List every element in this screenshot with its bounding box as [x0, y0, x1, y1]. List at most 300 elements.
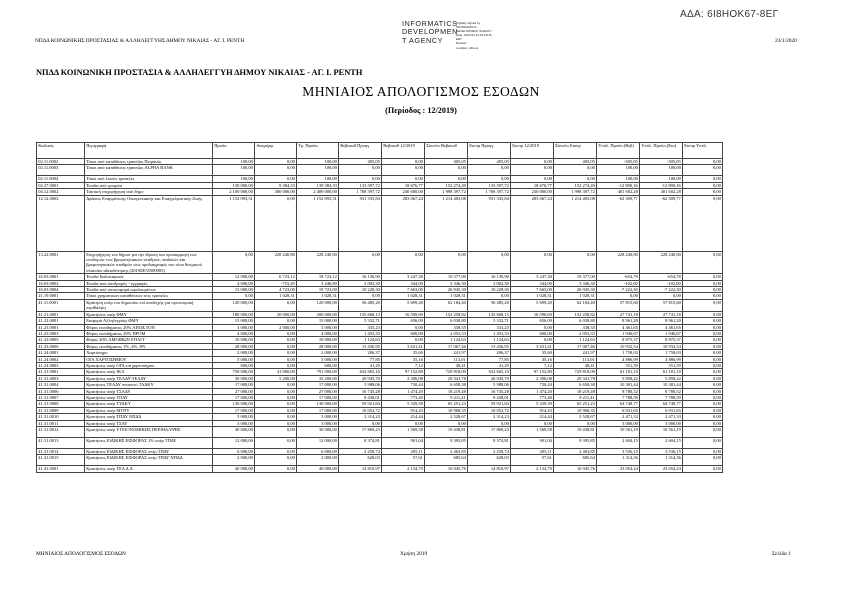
row-value-cell: 405,05	[339, 159, 382, 165]
column-header: Σύνολο Βεβαιωθ	[425, 143, 468, 159]
column-header: Τρ. Προϋπ.	[297, 143, 339, 159]
row-value-cell: 16 130,90	[339, 274, 382, 280]
row-value-cell: 62 184,40	[554, 299, 597, 311]
row-value-cell: 228 240,80	[297, 251, 339, 274]
row-value-cell: 100,00	[640, 176, 683, 182]
row-value-cell: 152 258,82	[425, 311, 468, 317]
row-value-cell: 10 000,00	[297, 337, 339, 343]
row-value-cell: 7,12	[511, 362, 554, 368]
row-value-cell: 10 052,72	[468, 407, 511, 413]
row-value-cell: -102,00	[597, 280, 640, 286]
row-value-cell: 17 000,00	[213, 382, 255, 388]
row-value-cell: 5 000,00	[297, 324, 339, 330]
row-value-cell: 0,00	[683, 324, 723, 330]
row-value-cell: 9 211,41	[425, 394, 468, 400]
row-value-cell: 405,05	[554, 159, 597, 165]
row-value-cell: 2 463,85	[554, 449, 597, 455]
row-value-cell: 5 332,71	[339, 318, 382, 324]
row-value-cell: 1 768 397,72	[339, 189, 382, 195]
row-value-cell: 2 258,74	[339, 449, 382, 455]
row-code-cell: 12.12.0002	[37, 195, 85, 251]
row-description-cell: Τακτική επιχορήγηση από δήμο	[85, 189, 213, 195]
column-header: Εισπρ Προηγ	[468, 143, 511, 159]
row-value-cell: 5 332,71	[468, 318, 511, 324]
row-value-cell: 0,00	[468, 165, 511, 176]
row-value-cell: 9 384,33	[255, 182, 297, 188]
row-value-cell: 10 000,00	[213, 337, 255, 343]
row-value-cell: 0,00	[382, 165, 425, 176]
row-value-cell: 1 124,63	[554, 337, 597, 343]
row-value-cell: -62 309,77	[597, 195, 640, 251]
row-value-cell: -12 890,16	[640, 182, 683, 188]
row-value-cell: 2 463,85	[425, 449, 468, 455]
row-value-cell: 16 590,69	[382, 311, 425, 317]
row-value-cell: 1 028,31	[297, 293, 339, 299]
row-code-cell: 02.11.0003	[37, 165, 85, 176]
row-value-cell: 1 124,63	[339, 337, 382, 343]
row-value-cell: 228 240,80	[255, 251, 297, 274]
row-description-cell: Κρατήσεις υπέρ ΥΓΕΙΟΝΟΜΙΚΗΣ ΠΕΡΙΘΑΛΨΗΣ	[85, 427, 213, 438]
row-code-cell: 41.31.0001	[37, 369, 85, 375]
row-value-cell: 2 314,23	[339, 414, 382, 420]
row-value-cell: 0,00	[339, 251, 382, 274]
row-value-cell: 1 998 397,72	[554, 189, 597, 195]
row-value-cell: 0,00	[683, 414, 723, 420]
column-header: Βεβαιωθ 12/2019	[382, 143, 425, 159]
row-value-cell: 13 436,95	[468, 343, 511, 349]
row-value-cell: 791 000,00	[297, 369, 339, 375]
row-code-cell: 41.11.0001	[37, 299, 85, 311]
table-row	[37, 466, 723, 472]
row-value-cell: 0,00	[255, 420, 297, 426]
row-value-cell: 13 436,95	[339, 343, 382, 349]
row-value-cell: 730,44	[382, 382, 425, 388]
row-description-cell: Κρατήσεις υπέρ ΤΣΑΥ	[85, 420, 213, 426]
row-code-cell: 02.11.0004	[37, 176, 85, 182]
row-value-cell: 18 219,48	[554, 388, 597, 394]
row-value-cell: 16 745,28	[339, 388, 382, 394]
row-value-cell: 1 028,31	[382, 293, 425, 299]
row-value-cell: 35,16	[511, 356, 554, 362]
row-value-cell: 8 961,20	[597, 318, 640, 324]
row-value-cell: 0,00	[683, 280, 723, 286]
row-value-cell: 0,00	[683, 356, 723, 362]
row-value-cell: 2 053,33	[554, 330, 597, 336]
signature-line: DEVELOPMENT AGENCY	[456, 29, 492, 34]
row-value-cell: 0,00	[683, 287, 723, 293]
row-value-cell: 1 758,03	[640, 350, 683, 356]
row-value-cell: 0,00	[511, 324, 554, 330]
row-value-cell: 632 665,10	[468, 369, 511, 375]
row-value-cell: 1 474,20	[511, 388, 554, 394]
row-value-cell: 65 251,23	[425, 401, 468, 407]
row-value-cell: 656,09	[511, 318, 554, 324]
row-value-cell: 133 597,72	[339, 182, 382, 188]
row-value-cell: 41,29	[339, 362, 382, 368]
row-code-cell: 41.31.0011	[37, 420, 85, 426]
row-value-cell: 26 945,70	[339, 375, 382, 381]
table-row	[37, 195, 723, 251]
row-value-cell: 1 569,58	[511, 427, 554, 438]
row-value-cell: 12 000,00	[213, 438, 255, 449]
row-value-cell: 64 748,77	[640, 401, 683, 407]
row-value-cell: 27 741,18	[640, 311, 683, 317]
column-header: Βεβαιωθ Προηγ	[339, 143, 382, 159]
row-value-cell: 5 699,20	[511, 299, 554, 311]
row-value-cell: 10 932,54	[597, 343, 640, 349]
row-description-cell: Τόκοι χρηματικών καταθέσεων στις τραπεζες	[85, 293, 213, 299]
row-value-cell: 100,00	[213, 165, 255, 176]
row-value-cell: 10 561,19	[640, 427, 683, 438]
row-value-cell: 2 604,15	[640, 438, 683, 449]
row-code-cell: 41.23.0001	[37, 324, 85, 330]
row-value-cell: 14 810,97	[339, 466, 382, 472]
row-value-cell: 0,00	[382, 176, 425, 182]
row-value-cell: 17 000,00	[213, 407, 255, 413]
table-row	[37, 427, 723, 438]
row-value-cell: 1 946,67	[640, 330, 683, 336]
row-value-cell: 17 000,00	[297, 382, 339, 388]
row-value-cell: 0,00	[339, 176, 382, 182]
row-value-cell: 77,85	[339, 356, 382, 362]
row-value-cell: 405,05	[425, 159, 468, 165]
row-value-cell: -305,05	[640, 159, 683, 165]
row-value-cell: 16 590,69	[511, 311, 554, 317]
row-description-cell: Κρατήσεις υπέρ ΤΕΑ Δ.Δ	[85, 466, 213, 472]
row-value-cell: 0,00	[683, 350, 723, 356]
row-code-cell: 41.22.0001	[37, 318, 85, 324]
row-value-cell: 26 945,70	[468, 375, 511, 381]
row-code-cell: 41.23.0006	[37, 343, 85, 349]
row-value-cell: 18 219,48	[425, 388, 468, 394]
row-value-cell: 628,03	[468, 455, 511, 466]
row-value-cell: 2 258,74	[468, 449, 511, 455]
row-value-cell: 600,00	[511, 330, 554, 336]
row-value-cell: 1 124,63	[468, 337, 511, 343]
row-description-cell: Κρατήσεις υπέρ ΤΣΑΔΥ	[85, 388, 213, 394]
row-value-cell: 62 184,40	[425, 299, 468, 311]
row-value-cell: 0,00	[339, 293, 382, 299]
row-description-cell: Επιχορήγηση του δήμου για την ίδρυση και προσαρμογή των υποδομών των βρεφονηπιακών σταθμών, παιδικών και βρεφονηπιακών σταθμών στις προδιαγραφές του νέου θεσμικού πλαισίου αδειοδότησης (2019ΣΕ55500005)	[85, 251, 213, 274]
row-value-cell: 241,97	[425, 350, 468, 356]
row-value-cell: 5 000,00	[297, 356, 339, 362]
row-value-cell: 28 000,00	[213, 343, 255, 349]
row-value-cell: 5 988,06	[468, 382, 511, 388]
row-value-cell: 773,40	[511, 394, 554, 400]
table-row	[37, 165, 723, 176]
row-value-cell: 0,00	[554, 420, 597, 426]
row-value-cell: 28 000,00	[297, 343, 339, 349]
row-value-cell: 59 921,84	[468, 401, 511, 407]
row-value-cell: 57 815,60	[597, 299, 640, 311]
row-value-cell: 8 875,37	[597, 337, 640, 343]
row-value-cell: 2 000,00	[255, 324, 297, 330]
row-value-cell: 0,00	[683, 375, 723, 381]
row-value-cell: 48,41	[554, 362, 597, 368]
row-value-cell: 5 988,06	[339, 382, 382, 388]
row-value-cell: 4 886,99	[597, 356, 640, 362]
row-value-cell: 206,37	[339, 350, 382, 356]
row-code-cell: 41.31.0004	[37, 382, 85, 388]
row-code-cell: 02.27.0001	[37, 182, 85, 188]
row-description-cell: Κρατήσεις υπέρ ΤΕΑΔΥ-ΤΕΑΔΥ	[85, 375, 213, 381]
column-header: Κωδικός	[37, 143, 85, 159]
row-value-cell: 0,00	[468, 293, 511, 299]
row-value-cell: 2 471,33	[597, 414, 640, 420]
column-header: Εισπρ 12/2019	[511, 143, 554, 159]
row-value-cell: 0,00	[213, 251, 255, 274]
row-value-cell: 2 528,67	[554, 414, 597, 420]
row-value-cell: 338,35	[425, 324, 468, 330]
row-value-cell: 3 000,00	[213, 324, 255, 330]
row-value-cell: 656,09	[382, 318, 425, 324]
row-value-cell: 1 768 397,72	[468, 189, 511, 195]
column-header: Προϋπ.	[213, 143, 255, 159]
row-value-cell: 0,00	[339, 420, 382, 426]
row-value-cell: 1 028,31	[554, 293, 597, 299]
row-value-cell: 0,00	[683, 311, 723, 317]
footer-year: Χρήση 2019	[400, 551, 428, 557]
column-header: Εισπρ Υπόλ.	[683, 143, 723, 159]
row-value-cell: -654,78	[640, 274, 683, 280]
row-value-cell: 0,00	[683, 176, 723, 182]
signature-line: EET	[456, 37, 462, 42]
row-value-cell: 0,00	[255, 455, 297, 466]
table-row	[37, 438, 723, 449]
row-value-cell: 2 053,33	[425, 330, 468, 336]
table-row	[37, 343, 723, 349]
row-value-cell: 61 181,10	[597, 369, 640, 375]
row-value-cell: 5 858,22	[597, 375, 640, 381]
running-header-date: 23/1/2020	[775, 38, 797, 44]
row-value-cell: 200 000,00	[297, 311, 339, 317]
signature-line: Date: 2020.01.23 10:18:16	[456, 33, 492, 38]
row-value-cell: 17 067,46	[425, 343, 468, 349]
row-value-cell: 2 396,08	[382, 375, 425, 381]
row-value-cell: 100,00	[213, 176, 255, 182]
row-value-cell: 0,00	[640, 293, 683, 299]
row-code-cell: 41.31.0009	[37, 407, 85, 413]
row-value-cell: 230 000,00	[382, 189, 425, 195]
digital-signature-logo	[402, 20, 532, 50]
row-value-cell: 4 000,00	[213, 280, 255, 286]
row-value-cell: 685,64	[554, 455, 597, 466]
row-value-cell: 300 000,00	[255, 189, 297, 195]
row-value-cell: 12 000,00	[297, 438, 339, 449]
row-value-cell: 2 400 000,00	[297, 189, 339, 195]
row-value-cell: 4 000,00	[297, 330, 339, 336]
row-value-cell: 14 810,97	[468, 466, 511, 472]
row-value-cell: 26 945,30	[425, 287, 468, 293]
row-description-cell: Τόκοι από λοιπές τραπεζες	[85, 176, 213, 182]
row-value-cell: 729 818,00	[554, 369, 597, 375]
row-value-cell: 206,37	[468, 350, 511, 356]
row-value-cell: 17 869,23	[468, 427, 511, 438]
row-value-cell: 1 214 403,08	[554, 195, 597, 251]
row-value-cell: 901,04	[382, 438, 425, 449]
row-value-cell: 2 396,08	[511, 375, 554, 381]
row-code-cell: 41.24.0001	[37, 350, 85, 356]
row-value-cell: -62 309,77	[640, 195, 683, 251]
row-description-cell: Φόρος εισοδήματος 1% ,4% ,8%	[85, 343, 213, 349]
row-value-cell: 7 663,00	[382, 287, 425, 293]
row-value-cell: 0,00	[683, 449, 723, 455]
row-value-cell: 16 745,28	[468, 388, 511, 394]
row-value-cell: 40 000,00	[297, 466, 339, 472]
row-code-cell: 41.31.0008	[37, 401, 85, 407]
row-description-cell: Τόκοι από καταθέσεις τραπεζας ALPHA BANK	[85, 165, 213, 176]
row-value-cell: 0,00	[382, 420, 425, 426]
row-value-cell: 632 665,10	[339, 369, 382, 375]
row-value-cell: 0,00	[255, 350, 297, 356]
row-value-cell: 35,60	[382, 350, 425, 356]
row-value-cell: 23 054,24	[640, 466, 683, 472]
row-value-cell: 401 602,28	[597, 189, 640, 195]
row-value-cell: 10 561,19	[597, 427, 640, 438]
row-value-cell: 100,00	[597, 165, 640, 176]
row-value-cell: 0,00	[511, 420, 554, 426]
row-value-cell: 1 314,36	[640, 455, 683, 466]
row-value-cell: 30 000,00	[213, 427, 255, 438]
row-value-cell: 30 000,00	[213, 375, 255, 381]
row-value-cell: 0,00	[683, 438, 723, 449]
row-value-cell: 0,00	[468, 251, 511, 274]
row-value-cell: 15 000,00	[297, 318, 339, 324]
row-value-cell: 729 818,00	[425, 369, 468, 375]
row-value-cell: 241,97	[554, 350, 597, 356]
logo-word: T AGENCY	[402, 35, 444, 45]
row-value-cell: 100,00	[297, 159, 339, 165]
row-description-cell: Φόρος εισοδήματος 20% ΠΡΟΜ	[85, 330, 213, 336]
row-value-cell: 6 000,00	[213, 449, 255, 455]
row-value-cell: 344,00	[511, 280, 554, 286]
revenue-table-container	[36, 142, 723, 473]
row-value-cell: 1 028,31	[425, 293, 468, 299]
row-value-cell: 344,00	[382, 280, 425, 286]
row-value-cell: 0,00	[468, 420, 511, 426]
row-value-cell: 3 247,30	[511, 274, 554, 280]
row-value-cell: 0,00	[255, 362, 297, 368]
row-value-cell: 0,00	[255, 330, 297, 336]
row-value-cell: 0,00	[255, 414, 297, 420]
row-value-cell: 0,00	[382, 324, 425, 330]
row-code-cell: 41.31.0015	[37, 455, 85, 466]
row-value-cell: 19 438,81	[425, 427, 468, 438]
column-header: Περιγραφή	[85, 143, 213, 159]
row-value-cell: 135 668,13	[339, 311, 382, 317]
row-value-cell: 338,35	[554, 324, 597, 330]
row-description-cell: ΟΓΑ ΧΑΡΤΟΣΗΜΟΥ	[85, 356, 213, 362]
row-value-cell: 3 000,00	[597, 420, 640, 426]
revenue-table	[36, 142, 723, 473]
row-code-cell: 41.31.0012	[37, 427, 85, 438]
row-value-cell: 3 000,00	[297, 420, 339, 426]
row-value-cell: 0,00	[425, 251, 468, 274]
row-value-cell: 0,00	[683, 159, 723, 165]
row-value-cell: 0,00	[554, 165, 597, 176]
row-value-cell: 1 758,03	[597, 350, 640, 356]
row-value-cell: 0,00	[425, 165, 468, 176]
row-value-cell: 283 067,24	[511, 195, 554, 251]
row-code-cell: 16.03.0002	[37, 280, 85, 286]
row-value-cell: 41 000,00	[255, 369, 297, 375]
row-value-cell: 18 676,77	[511, 182, 554, 188]
row-value-cell: 1 152 093,31	[297, 195, 339, 251]
row-value-cell: 0,00	[683, 343, 723, 349]
row-value-cell: 2 314,23	[468, 414, 511, 420]
row-value-cell: 10 228,30	[339, 287, 382, 293]
row-value-cell: 0,00	[683, 466, 723, 472]
logo-word: DEVELOPMEN	[402, 27, 458, 37]
row-value-cell: 12 000,00	[213, 274, 255, 280]
row-description-cell: Κρατήσεις υπέρ ΙΚΑ	[85, 369, 213, 375]
row-value-cell: 0,00	[597, 293, 640, 299]
row-value-cell: 2 528,67	[425, 414, 468, 420]
table-body	[37, 159, 723, 473]
row-value-cell: -102,00	[640, 280, 683, 286]
row-value-cell: 57,61	[511, 455, 554, 466]
row-value-cell: 8 374,81	[468, 438, 511, 449]
row-value-cell: 0,00	[255, 449, 297, 455]
row-value-cell: 130 000,00	[297, 401, 339, 407]
row-value-cell: 914,43	[382, 407, 425, 413]
organization-name: ΝΠΔΔ ΚΟΙΝΩΝΙΚΗ ΠΡΟΣΤΑΣΙΑ & ΑΛΛΗΛΕΓΓΥΗ ΔΗΜΟΥ ΝΙΚΑΙΑΣ - ΑΓ. Ι. ΡΕΝΤΗ	[36, 68, 363, 77]
row-value-cell: 100,00	[297, 165, 339, 176]
row-value-cell: 2 000,00	[297, 455, 339, 466]
row-value-cell: 0,00	[255, 427, 297, 438]
row-value-cell: 0,00	[683, 369, 723, 375]
row-description-cell: Έσοδα από συνδρομές - εγγραφές	[85, 280, 213, 286]
row-value-cell: 551,59	[597, 362, 640, 368]
row-value-cell: 6 658,38	[425, 382, 468, 388]
row-value-cell: 9 211,41	[554, 394, 597, 400]
row-value-cell: 3 246,80	[297, 280, 339, 286]
row-value-cell: 1 124,63	[425, 337, 468, 343]
row-code-cell: 13.22.0001	[37, 251, 85, 274]
row-value-cell: 23 054,24	[597, 466, 640, 472]
row-value-cell: 152 274,49	[554, 182, 597, 188]
row-value-cell: 1 152 093,31	[213, 195, 255, 251]
logo-words	[402, 20, 458, 45]
row-value-cell: 120 000,00	[213, 299, 255, 311]
row-value-cell: 901,04	[511, 438, 554, 449]
row-value-cell: 27 000,00	[213, 388, 255, 394]
row-value-cell: 8 780,52	[640, 388, 683, 394]
row-value-cell: 27 741,18	[597, 311, 640, 317]
signature-line: Reason:	[456, 41, 468, 46]
row-description-cell: Κρατήσεις ΕΙΔΙΚΗΣ ΕΙΣΦΟΡΑΣ 1% υπέρ ΤΠΔΥ	[85, 438, 213, 449]
row-value-cell: 0,00	[683, 251, 723, 274]
row-value-cell: 0,00	[511, 176, 554, 182]
row-value-cell: 205,11	[511, 449, 554, 455]
row-value-cell: 0,00	[255, 318, 297, 324]
row-value-cell: 19 723,00	[297, 287, 339, 293]
row-value-cell: 405,05	[468, 159, 511, 165]
row-value-cell: 401 602,28	[640, 189, 683, 195]
row-value-cell: 17 000,00	[297, 394, 339, 400]
row-value-cell: 0,00	[255, 195, 297, 251]
row-description-cell: Έσοδα Καλοκαιριών	[85, 274, 213, 280]
row-value-cell: 230 000,00	[511, 189, 554, 195]
row-value-cell: 27 000,00	[297, 388, 339, 394]
table-row	[37, 382, 723, 388]
row-description-cell: Φόρος 20% ΑΜΟΙΒΩΝ ΕΠΑΓΓ	[85, 337, 213, 343]
row-value-cell: 1 946,67	[597, 330, 640, 336]
row-value-cell: 4 461,65	[597, 324, 640, 330]
row-value-cell: 77,85	[468, 356, 511, 362]
row-value-cell: 135 668,13	[468, 311, 511, 317]
row-value-cell: 0,00	[683, 195, 723, 251]
